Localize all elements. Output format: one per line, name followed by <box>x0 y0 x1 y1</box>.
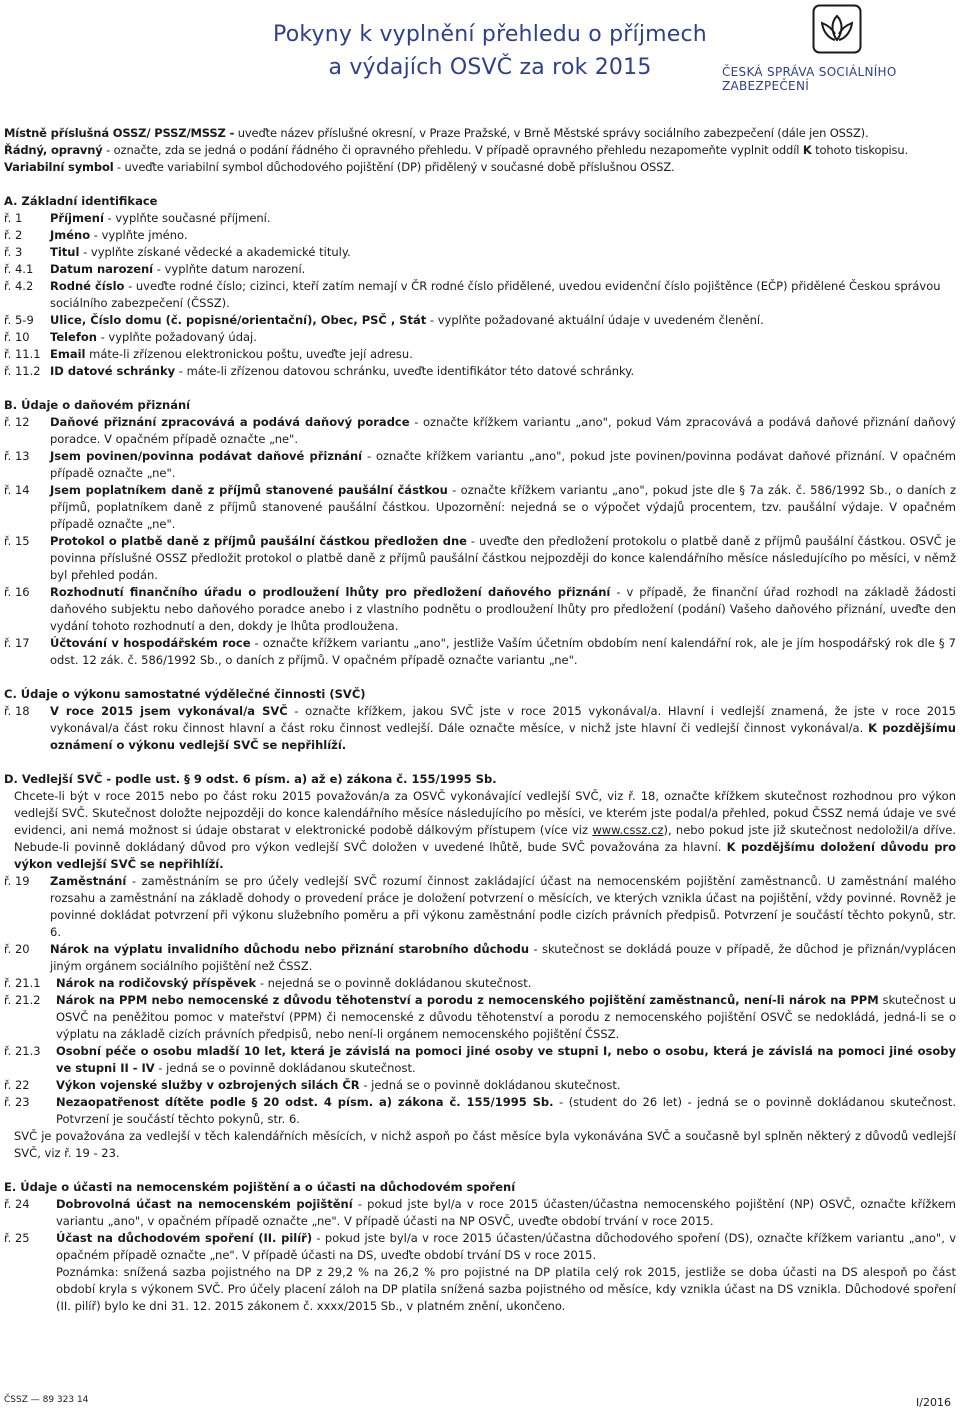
section-d-heading: D. Vedlejší SVČ - podle ust. § 9 odst. 6 písm. a) až e) zákona č. 155/1995 Sb. <box>4 772 497 786</box>
section-d-outro: SVČ je považována za vedlejší v těch kalendářních měsících, v nichž aspoň po část měsíce byla vykonávána SVČ a současně byl splněn některý z důvodů vedlejší SVČ, viz ř. 19 - 23. <box>14 1129 956 1160</box>
cssz-link[interactable]: www.cssz.cz <box>592 823 664 837</box>
row-13: ř. 13 Jsem povinen/povinna podávat daňové přiznání - označte křížkem variantu „ano", pokud jste povinen/povinna podávat daňové přiznání. V opačném případě označte „ne". <box>4 449 956 480</box>
section-e-heading: E. Údaje o účasti na nemocenském pojištění a o účasti na důchodovém spoření <box>4 1180 516 1194</box>
section-b-heading: B. Údaje o daňovém přiznání <box>4 398 191 412</box>
title-line-2: a výdajích OSVČ za rok 2015 <box>328 55 652 80</box>
section-c-heading: C. Údaje o výkonu samostatné výdělečné činnosti (SVČ) <box>4 687 366 701</box>
document-title <box>270 18 710 84</box>
row-19: ř. 19 Zaměstnání - zaměstnáním se pro účely vedlejší SVČ rozumí činnost zakládající účast na nemocenském pojištění zaměstnanců. U zaměstnání malého rozsahu a zaměstnání na základě dohody o provedení práce je doložení potvrzení o měsících, ve kterých vznikla účast na pojištění, vždy povinné. Rovněž je povinné dokládat potvrzení při výkonu služebního poměru a při výkonu zaměstnání podle cizích právních předpisů. Potvrzení je součástí těchto pokynů, str. 6. <box>4 874 956 939</box>
title-line-1: Pokyny k vyplnění přehledu o příjmech <box>273 22 707 47</box>
section-a-heading: A. Základní identifikace <box>4 194 158 208</box>
document-body <box>4 125 956 1315</box>
org-name: ČESKÁ SPRÁVA SOCIÁLNÍHO ZABEZPEČENÍ <box>722 65 897 93</box>
row-14: ř. 14 Jsem poplatníkem daně z příjmů stanovené paušální částkou - označte křížkem variantu „ano", pokud jste dle § 7a zák. č. 586/1992 Sb., o daních z příjmů, poplatníkem daně z příjmů stanovené paušální částkou. Upozornění: nejedná se o výpočet výdajů procentem, tzv. paušální výdaje. V opačném případě označte „ne". <box>4 483 956 531</box>
row-5-9: ř. 5-9 Ulice, Číslo domu (č. popisné/orientační), Obec, PSČ , Stát - vyplňte požadované aktuální údaje v uvedeném členění. <box>4 313 764 327</box>
footer-form-code: ČSSZ — 89 323 14 <box>4 1395 89 1405</box>
intro-line-3: Variabilní symbol - uveďte variabilní symbol důchodového pojištění (DP) přidělený v současné době příslušnou OSSZ. <box>4 160 675 174</box>
row-23: ř. 23 Nezaopatřenost dítěte podle § 20 odst. 4 písm. a) zákona č. 155/1995 Sb. - (student do 26 let) - jedná se o povinně dokládanou skutečnost. Potvrzení je součástí těchto pokynů, str. 6. <box>4 1095 956 1126</box>
row-21-3: ř. 21.3 Osobní péče o osobu mladší 10 let, která je závislá na pomoci jiné osoby ve stupni I, nebo o osobu, která je závislá na pomoci jiné osoby ve stupni II - IV - jedná se o povinně dokládanou skutečnost. <box>4 1044 956 1075</box>
row-2: ř. 2 Jméno - vyplňte jméno. <box>4 228 188 242</box>
row-21-2: ř. 21.2 Nárok na PPM nebo nemocenské z důvodu těhotenství a porodu z nemocenského pojištění zaměstnanců, není-li nárok na PPM skutečnost u OSVČ na peněžitou pomoc v mateřství (PPM) či nemocenské z důvodu těhotenství a porodu z nemocenského pojištění OSVČ se nedokládá, jedná-li se o výplatu na základě cizích právních předpisů, nebo není-li orgánem nemocenského pojištění ČSSZ. <box>4 993 957 1041</box>
row-16: ř. 16 Rozhodnutí finančního úřadu o prodloužení lhůty pro předložení daňového přiznání - v případě, že finanční úřad rozhodl na základě žádosti daňového subjektu nebo daňového poradce anebo i z vlastního podnětu o prodloužení lhůty pro předložení (podání) Vašeho daňového přiznání, uveďte den vydání tohoto rozhodnutí a den, dokdy je lhůta prodloužena. <box>4 585 956 633</box>
row-1: ř. 1 Příjmení - vyplňte současné příjmení. <box>4 211 271 225</box>
row-12: ř. 12 Daňové přiznání zpracovává a podává daňový poradce - označte křížkem variantu „ano", pokud Vám zpracovává a podává daňové přiznání daňový poradce. V opačném případě označte „ne". <box>4 415 956 446</box>
row-20: ř. 20 Nárok na výplatu invalidního důchodu nebo přiznání starobního důchodu - skutečnost se dokládá pouze v případě, že důchod je přiznán/vyplácen jiným orgánem sociálního pojištění než ČSSZ. <box>4 942 956 973</box>
intro-line-1: Místně příslušná OSSZ/ PSSZ/MSSZ - uveďte název příslušné okresní, v Praze Pražské, v Brně Městské správy sociálního zabezpečení (dále jen OSSZ). <box>4 126 869 140</box>
row-18: ř. 18 V roce 2015 jsem vykonával/a SVČ - označte křížkem, jakou SVČ jste v roce 2015 vykonával/a. Hlavní i vedlejší znamená, že jste v roce 2015 vykonával/a část roku činnost hlavní a část roku činnost vedlejší. Dále označte měsíce, v nichž jste hlavní či vedlejší činnost vykonával/a. K pozdějšímu oznámení o výkonu vedlejší SVČ se nepřihlíží. <box>4 704 956 752</box>
row-3: ř. 3 Titul - vyplňte získané vědecké a akademické tituly. <box>4 245 351 259</box>
row-25-note: Poznámka: snížená sazba pojistného na DP z 29,2 % na 26,2 % pro pojistné na DP platila celý rok 2015, jestliže se doba účasti na DS alespoň po část období kryla s výkonem SVČ. Pro účely placení záloh na DP platila snížená sazba pojistného od měsíce, kdy vznikla účast na DS vznikla. Důchodové spoření (II. pilíř) bylo ke dni 31. 12. 2015 zákonem č. xxxx/2015 Sb., v platném znění, ukončeno. <box>56 1265 956 1313</box>
row-11-1: ř. 11.1 Email máte-li zřízenou elektronickou poštu, uveďte její adresu. <box>4 347 413 361</box>
row-10: ř. 10 Telefon - vyplňte požadovaný údaj. <box>4 330 257 344</box>
intro-block <box>4 125 956 176</box>
section-d-intro: Chcete-li být v roce 2015 nebo po část roku 2015 považován/a za OSVČ vykonávající vedlejší SVČ, viz ř. 18, označte křížkem skutečnost rozhodnou pro výkon vedlejší SVČ. Skutečnost doložte nejpozději do konce kalendářního měsíce následujícího po měsíci, ve kterém jste podal/a přehled, pokud ČSSZ nemá údaje ve své evidenci, ani nemá možnost si údaje obstarat v elektronické podobě dálkovým přístupem (více viz www.cssz.cz), nebo pokud jste již skutečnost nedoložil/a dříve. Nebude-li povinně dokládaný důvod pro výkon vedlejší SVČ doložen v uvedené lhůtě, bude SVČ považována za hlavní. K pozdějšímu doložení důvodu pro výkon vedlejší SVČ se nepřihlíží. <box>14 789 957 871</box>
row-24: ř. 24 Dobrovolná účast na nemocenském pojištění - pokud jste byl/a v roce 2015 účasten/účastna nemocenského pojištění (NP) OSVČ, označte křížkem variantu „ano", v opačném případě označte „ne". V případě účasti na NP OSVČ, uveďte období trvání v roce 2015. <box>4 1197 956 1228</box>
row-4-2: ř. 4.2 Rodné číslo - uveďte rodné číslo; cizinci, kteří zatím nemají v ČR rodné číslo přidělené, uvedou evidenční číslo pojištěnce (EČP) přidělené Českou správou sociálního zabezpečení (ČSSZ). <box>4 279 941 310</box>
footer-version: I/2016 <box>916 1396 951 1409</box>
row-25: ř. 25 Účast na důchodovém spoření (II. pilíř) - pokud jste byl/a v roce 2015 účasten/účastna důchodového spoření (DS), označte křížkem variantu „ano", v opačném případě označte „ne". V případě účasti na DS, uveďte období trvání DS v roce 2015. Poznámka: snížená sazba pojistného na DP z 29,2 % na 26,2 % pro pojistné na DP platila celý rok 2015, jestliže se doba účasti na DS alespoň po část období kryla s výkonem SVČ. Pro účely placení záloh na DP platila snížená sazba pojistného od měsíce, kdy vznikla účast na DS vznikla. Důchodové spoření (II. pilíř) bylo ke dni 31. 12. 2015 zákonem č. xxxx/2015 Sb., v platném znění, ukončeno. <box>4 1231 957 1313</box>
row-21-1: ř. 21.1 Nárok na rodičovský příspěvek - nejedná se o povinně dokládanou skutečnost. <box>4 976 532 990</box>
row-17: ř. 17 Účtování v hospodářském roce - označte křížkem variantu „ano", jestliže Vaším účetním obdobím není kalendářní rok, ale je jím hospodářský rok dle § 7 odst. 12 zák. č. 586/1992 Sb., o daních z příjmů. V opačném případě označte variantu „ne". <box>4 636 956 667</box>
row-4-1: ř. 4.1 Datum narození - vyplňte datum narození. <box>4 262 306 276</box>
intro-line-2: Řádný, opravný - označte, zda se jedná o podání řádného či opravného přehledu. V případě opravného přehledu nezapomeňte vyplnit oddíl K tohoto tiskopisu. <box>4 143 909 157</box>
row-15: ř. 15 Protokol o platbě daně z příjmů paušální částkou předložen dne - uveďte den předložení protokolu o platbě daně z příjmů paušální částkou. OSVČ je povinna příslušné OSSZ předložit protokol o platbě daně z příjmů paušální částkou nejpozději do konce kalendářního měsíce následujícího po měsíci, v němž byl přehled podán. <box>4 534 956 582</box>
row-11-2: ř. 11.2 ID datové schránky - máte-li zřízenou datovou schránku, uveďte identifikátor této datové schránky. <box>4 364 635 378</box>
row-22: ř. 22 Výkon vojenské služby v ozbrojených silách ČR - jedná se o povinně dokládanou skutečnost. <box>4 1078 621 1092</box>
cssz-logo-icon <box>812 4 862 54</box>
